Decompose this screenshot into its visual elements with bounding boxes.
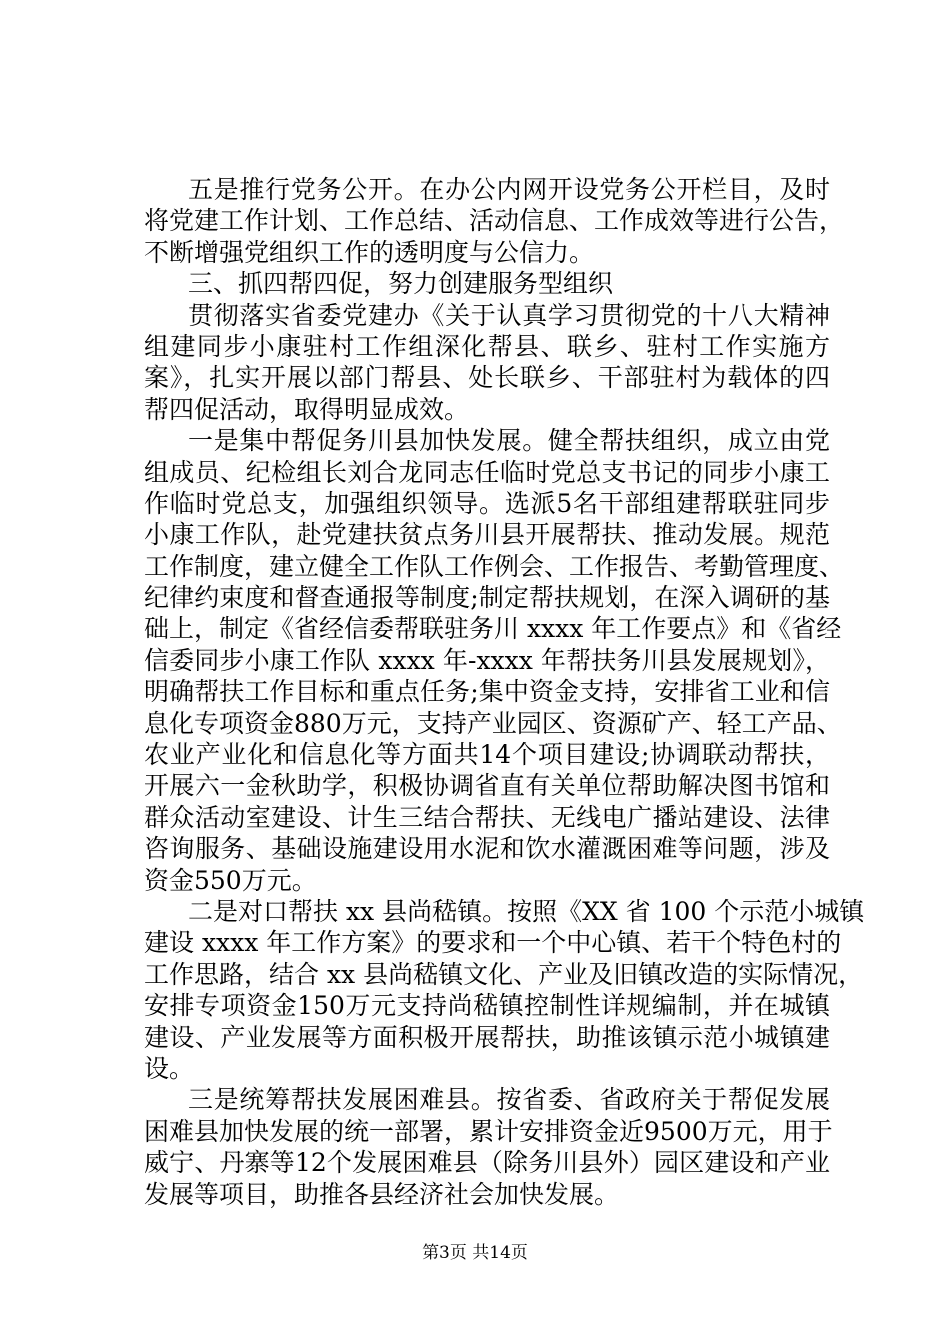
text-line: 组建同步小康驻村工作组深化帮县、联乡、驻村工作实施方	[144, 331, 830, 361]
text-line: 明确帮扶工作目标和重点任务;集中资金支持，安排省工业和信	[144, 677, 830, 707]
text-line: 作临时党总支，加强组织领导。选派5名干部组建帮联驻同步	[144, 488, 830, 518]
text-line: 威宁、丹寨等12个发展困难县（除务川县外）园区建设和产业	[144, 1148, 830, 1178]
text-line: 纪律约束度和督查通报等制度;制定帮扶规划，在深入调研的基	[144, 583, 830, 613]
text-line: 小康工作队，赴党建扶贫点务川县开展帮扶、推动发展。规范	[144, 520, 830, 550]
text-line: 建设、产业发展等方面积极开展帮扶，助推该镇示范小城镇建	[144, 1022, 830, 1052]
text-line: 将党建工作计划、工作总结、活动信息、工作成效等进行公告，	[144, 206, 845, 236]
text-line: 建设 xxxx 年工作方案》的要求和一个中心镇、若干个特色村的	[144, 928, 842, 958]
text-line: 组成员、纪检组长刘合龙同志任临时党总支书记的同步小康工	[144, 457, 830, 487]
paragraph-difficult-counties	[144, 1084, 833, 1210]
text-line: 工作思路，结合 xx 县尚嵇镇文化、产业及旧镇改造的实际情况，	[144, 959, 864, 989]
text-line: 咨询服务、基础设施建设用水泥和饮水灌溉困难等问题，涉及	[144, 834, 830, 864]
page-number-footer: 第3页 共14页	[422, 1243, 528, 1263]
text-line: 一是集中帮促务川县加快发展。健全帮扶组织，成立由党	[188, 426, 830, 456]
text-line: 资金550万元。	[144, 865, 317, 895]
text-line: 案》，扎实开展以部门帮县、处长联乡、干部驻村为载体的四	[144, 363, 830, 393]
text-line: 开展六一金秋助学，积极协调省直有关单位帮助解决图书馆和	[144, 771, 830, 801]
text-line: 安排专项资金150万元支持尚嵇镇控制性详规编制，并在城镇	[144, 991, 830, 1021]
paragraph-implementation	[144, 300, 830, 426]
section-heading	[144, 268, 830, 299]
paragraph-wuchuan	[144, 425, 845, 896]
text-line: 信委同步小康工作队 xxxx 年-xxxx 年帮扶务川县发展规划》，	[144, 645, 830, 675]
text-line: 农业产业化和信息化等方面共14个项目建设;协调联动帮扶，	[144, 740, 830, 770]
paragraph-party-affairs	[144, 174, 845, 268]
text-line: 础上，制定《省经信委帮联驻务川 xxxx 年工作要点》和《省经	[144, 614, 842, 644]
document-body	[144, 174, 865, 1210]
text-line: 五是推行党务公开。在办公内网开设党务公开栏目，及时	[188, 175, 830, 204]
text-line: 三是统筹帮扶发展困难县。按省委、省政府关于帮促发展	[188, 1085, 830, 1115]
text-line: 息化专项资金880万元，支持产业园区、资源矿产、轻工产品、	[144, 708, 842, 738]
text-line: 群众活动室建设、计生三结合帮扶、无线电广播站建设、法律	[144, 802, 830, 832]
text-line: 设。	[144, 1053, 195, 1083]
text-line: 贯彻落实省委党建办《关于认真学习贯彻党的十八大精神	[188, 300, 830, 330]
text-line: 不断增强党组织工作的透明度与公信力。	[144, 237, 595, 267]
heading-line: 三、抓四帮四促，努力创建服务型组织	[188, 269, 614, 299]
text-line: 困难县加快发展的统一部署，累计安排资金近9500万元，用于	[144, 1116, 833, 1146]
text-line: 帮四促活动，取得明显成效。	[144, 394, 470, 424]
paragraph-shangji	[144, 896, 865, 1084]
text-line: 发展等项目，助推各县经济社会加快发展。	[144, 1179, 620, 1209]
text-line: 工作制度，建立健全工作队工作例会、工作报告、考勤管理度、	[144, 551, 845, 581]
text-line: 二是对口帮扶 xx 县尚嵇镇。按照《XX 省 100 个示范小城镇	[188, 896, 865, 926]
